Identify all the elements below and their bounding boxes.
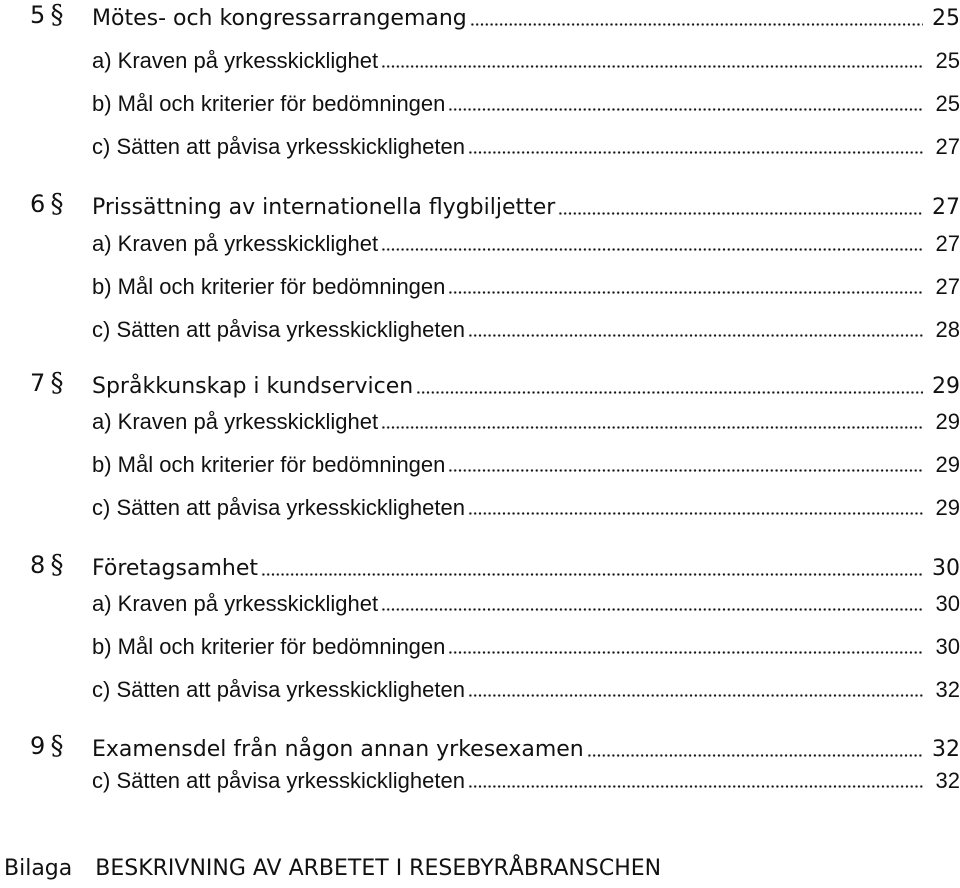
section-title: Mötes- och kongressarrangemang [92, 6, 467, 31]
appendix-label: Bilaga [4, 856, 73, 881]
page-number: 30 [935, 634, 960, 659]
dot-leader [468, 693, 923, 698]
page-number: 32 [932, 737, 960, 762]
toc-item[interactable] [0, 762, 960, 794]
section-title: Examensdel från någon annan yrkesexamen [92, 737, 584, 762]
toc-entry [92, 585, 960, 617]
section-symbol: § [50, 189, 64, 219]
page-number: 25 [935, 91, 960, 116]
toc-entry [92, 628, 960, 660]
dot-leader [587, 753, 923, 758]
page-number: 29 [935, 495, 960, 520]
item-title: b) Mål och kriterier för bedömningen [92, 274, 446, 299]
page-number: 30 [932, 556, 960, 581]
section-symbol: § [50, 0, 64, 30]
page-number: 28 [935, 317, 960, 342]
toc-item[interactable] [0, 85, 960, 117]
toc-item[interactable] [0, 403, 960, 435]
item-title: c) Sätten att påvisa yrkesskickligheten [92, 495, 465, 520]
toc-section-8[interactable] [0, 550, 960, 582]
item-title: a) Kraven på yrkesskicklighet [92, 48, 379, 73]
toc-entry [92, 225, 960, 257]
item-title: c) Sätten att påvisa yrkesskickligheten [92, 768, 465, 793]
item-title: a) Kraven på yrkesskicklighet [92, 231, 379, 256]
section-symbol: § [50, 550, 64, 580]
dot-leader [558, 211, 923, 216]
page-number: 25 [935, 48, 960, 73]
toc-section-7[interactable] [0, 368, 960, 400]
toc-section-5[interactable] [0, 0, 960, 32]
toc-entry [92, 268, 960, 300]
toc-entry [92, 731, 960, 763]
dot-leader [448, 650, 923, 655]
section-number: 5 [30, 1, 46, 29]
page-number: 29 [932, 374, 960, 399]
toc-item[interactable] [0, 446, 960, 478]
page-number: 27 [935, 134, 960, 159]
section-number: 9 [30, 732, 46, 760]
toc-item[interactable] [0, 489, 960, 521]
toc-item[interactable] [0, 225, 960, 257]
toc-entry [92, 189, 960, 221]
toc-entry [92, 0, 960, 32]
item-title: b) Mål och kriterier för bedömningen [92, 634, 446, 659]
toc-item[interactable] [0, 671, 960, 703]
section-number: 6 [30, 190, 46, 218]
dot-leader [448, 290, 923, 295]
dot-leader [381, 64, 923, 69]
toc-entry [92, 42, 960, 74]
page-number: 27 [935, 274, 960, 299]
dot-leader [468, 150, 923, 155]
dot-leader [381, 425, 923, 430]
page-number: 27 [935, 231, 960, 256]
toc-entry [92, 550, 960, 582]
toc-entry [92, 311, 960, 343]
dot-leader [448, 468, 923, 473]
appendix-title: BESKRIVNING AV ARBETET I RESEBYRÅBRANSCHEN [95, 856, 662, 881]
section-number: 8 [30, 551, 46, 579]
section-number: 7 [30, 369, 46, 397]
toc-entry [92, 671, 960, 703]
dot-leader [468, 784, 923, 789]
dot-leader [448, 107, 923, 112]
item-title: a) Kraven på yrkesskicklighet [92, 409, 379, 434]
toc-item[interactable] [0, 128, 960, 160]
appendix-entry[interactable] [4, 850, 661, 888]
item-title: b) Mål och kriterier för bedömningen [92, 91, 446, 116]
item-title: c) Sätten att påvisa yrkesskickligheten [92, 317, 465, 342]
toc-entry [92, 446, 960, 478]
toc-item[interactable] [0, 268, 960, 300]
section-title: Språkkunskap i kundservicen [92, 374, 414, 399]
toc-entry [92, 85, 960, 117]
toc-entry [92, 128, 960, 160]
dot-leader [381, 607, 923, 612]
page-number: 27 [932, 195, 960, 220]
toc-item[interactable] [0, 42, 960, 74]
toc-entry [92, 489, 960, 521]
item-title: b) Mål och kriterier för bedömningen [92, 452, 446, 477]
page-number: 30 [935, 591, 960, 616]
toc-entry [92, 403, 960, 435]
toc-entry [92, 368, 960, 400]
dot-leader [416, 390, 923, 395]
item-title: c) Sätten att påvisa yrkesskickligheten [92, 677, 465, 702]
page-number: 32 [935, 677, 960, 702]
dot-leader [468, 511, 923, 516]
page-number: 32 [935, 768, 960, 793]
dot-leader [468, 333, 923, 338]
page-number: 29 [935, 452, 960, 477]
dot-leader [470, 22, 923, 27]
dot-leader [261, 572, 923, 577]
toc-section-6[interactable] [0, 189, 960, 221]
section-title: Prissättning av internationella flygbiljetter [92, 195, 556, 220]
section-symbol: § [50, 368, 64, 398]
toc-item[interactable] [0, 585, 960, 617]
toc-item[interactable] [0, 628, 960, 660]
section-symbol: § [50, 731, 64, 761]
page-number: 25 [932, 6, 960, 31]
item-title: c) Sätten att påvisa yrkesskickligheten [92, 134, 465, 159]
toc-entry [92, 762, 960, 794]
page-number: 29 [935, 409, 960, 434]
item-title: a) Kraven på yrkesskicklighet [92, 591, 379, 616]
toc-item[interactable] [0, 311, 960, 343]
dot-leader [381, 247, 923, 252]
section-title: Företagsamhet [92, 556, 258, 581]
toc-section-9[interactable] [0, 731, 960, 763]
